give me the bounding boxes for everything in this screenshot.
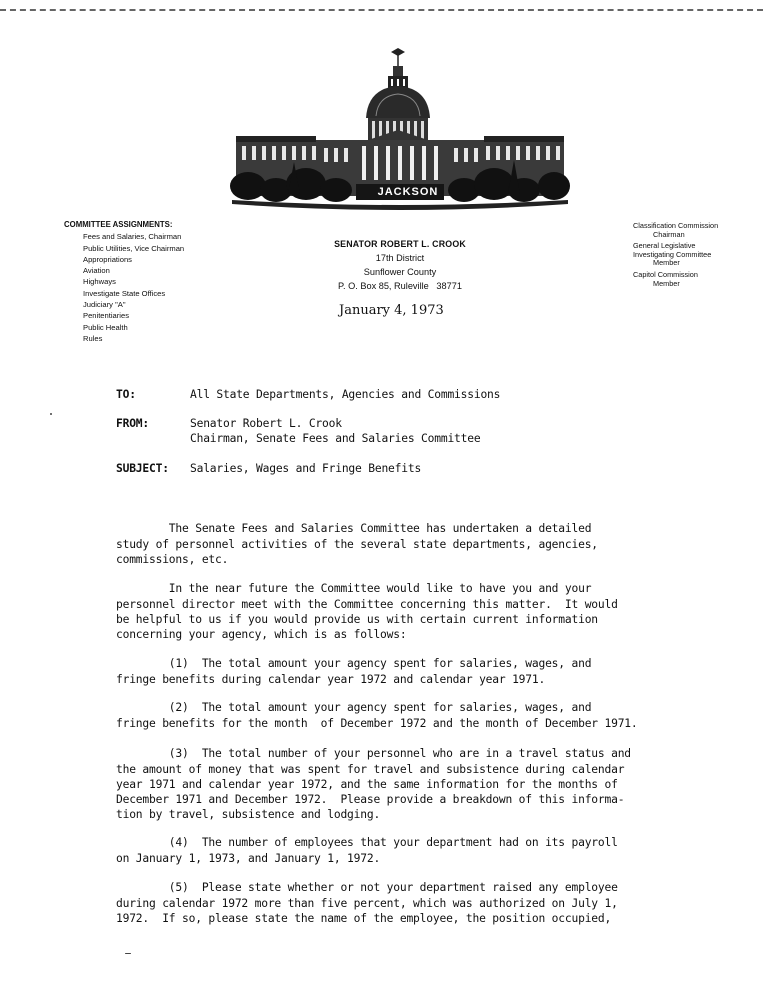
body-line: (5) Please state whether or not your department raised any employee [116, 881, 618, 895]
scan-speck [125, 953, 131, 954]
committee-item: Highways [83, 277, 116, 287]
committee-item: Appropriations [83, 254, 132, 264]
body-line: year 1971 and calendar year 1972, and the same information for the months of [116, 777, 618, 791]
committee-item: Aviation [83, 266, 110, 276]
committee-assignments [64, 219, 234, 344]
page-top-edge [0, 9, 763, 11]
body-line: (2) The total amount your agency spent for salaries, wages, and [116, 701, 592, 715]
body-line: on January 1, 1973, and January 1, 1972. [116, 851, 381, 865]
committee-item: Public Health [83, 322, 128, 332]
assignment-title: Classification Commission [633, 221, 719, 230]
body-line: fringe benefits during calendar year 1972 and calendar year 1971. [116, 672, 546, 686]
committee-item: Investigate State Offices [83, 288, 166, 298]
body-line: (3) The total number of your personnel who are in a travel status and [116, 747, 631, 761]
assignment-role: Chairman [653, 229, 685, 239]
to-label: TO: [116, 388, 136, 401]
body-line: The Senate Fees and Salaries Committee has undertaken a detailed [116, 522, 592, 536]
body-line: be helpful to us if you would provide us with certain current information [116, 612, 598, 626]
committee-item: Penitentiaries [83, 311, 130, 321]
assignment-title: General Legislative [633, 241, 696, 251]
sender-county: Sunflower County [363, 267, 437, 277]
to-value: All State Departments, Agencies and Commissions [190, 388, 501, 401]
committee-assignments-heading: COMMITTEE ASSIGNMENTS: [64, 220, 173, 229]
body-paragraph-item-5 [116, 865, 618, 941]
other-assignments [627, 222, 743, 288]
sender-name: SENATOR ROBERT L. CROOK [334, 239, 466, 249]
assignment-title: Capitol Commission [633, 269, 698, 279]
assignment-title: Investigating Committee [633, 249, 712, 259]
subject-value: Salaries, Wages and Fringe Benefits [190, 462, 422, 475]
body-line: In the near future the Committee would like to have you and your [116, 582, 592, 596]
committee-item: Public Utilities, Vice Chairman [83, 243, 185, 253]
body-line: commissions, etc. [116, 552, 229, 566]
assignment-role: Member [653, 258, 680, 268]
from-value-2: Chairman, Senate Fees and Salaries Committee [190, 432, 481, 445]
body-line: tion by travel, subsistence and lodging. [116, 808, 381, 822]
committee-item: Fees and Salaries, Chairman [83, 232, 182, 242]
subject-label: SUBJECT: [116, 462, 169, 475]
sender-address: P. O. Box 85, Ruleville 38771 [338, 281, 462, 291]
body-line: the amount of money that was spent for travel and subsistence during calendar [116, 762, 625, 776]
committee-item: Judiciary "A" [83, 300, 126, 310]
body-line: December 1971 and December 1972. Please provide a breakdown of this informa- [116, 793, 625, 807]
sender-district: 17th District [375, 253, 425, 263]
body-line: fringe benefits for the month of December 1972 and the month of December 1971. [116, 716, 638, 730]
committee-item: Rules [83, 333, 103, 343]
body-line: study of personnel activities of the several state departments, agencies, [116, 537, 598, 551]
assignment-role: Member [653, 278, 680, 288]
body-line: personnel director meet with the Committee concerning this matter. It would [116, 597, 618, 611]
body-line: concerning your agency, which is as follows: [116, 628, 407, 642]
body-line: (1) The total amount your agency spent for salaries, wages, and [116, 657, 592, 671]
body-line: 1972. If so, please state the name of the employee, the position occupied, [116, 911, 612, 925]
letter-date: January 4, 1973 [339, 303, 444, 318]
body-line: during calendar 1972 more than five percent, which was authorized on July 1, [116, 896, 618, 910]
from-value-1: Senator Robert L. Crook [190, 417, 342, 430]
sender-block [316, 237, 484, 293]
body-line: (4) The number of employees that your department had on its payroll [116, 836, 618, 850]
scan-speck [50, 413, 52, 415]
from-label: FROM: [116, 417, 150, 430]
capitol-label: JACKSON [377, 186, 439, 198]
